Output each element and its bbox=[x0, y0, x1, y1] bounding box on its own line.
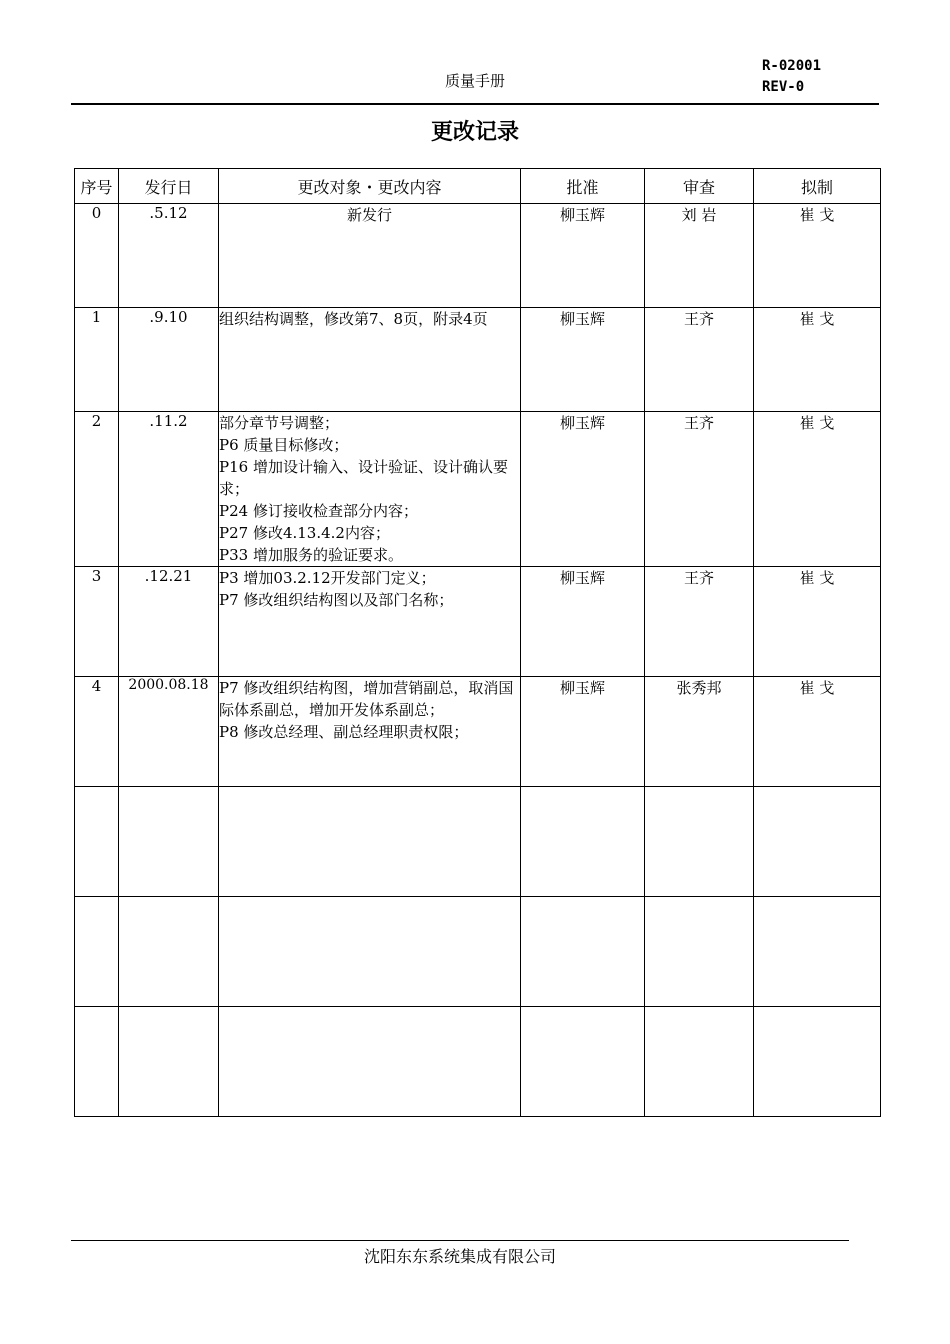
empty-cell bbox=[219, 897, 521, 1007]
table-row bbox=[75, 567, 881, 677]
change-content bbox=[219, 308, 521, 412]
approved-by: 柳玉辉 bbox=[521, 204, 645, 308]
drafted-by: 崔 戈 bbox=[754, 412, 881, 567]
change-content-line: P27 修改4.13.4.2内容； bbox=[219, 524, 390, 542]
issue-date: .9.10 bbox=[119, 308, 219, 412]
issue-date: .11.2 bbox=[119, 412, 219, 567]
empty-table-row bbox=[75, 787, 881, 897]
change-content-line: P16 增加设计输入、设计验证、设计确认要求； bbox=[219, 458, 508, 498]
empty-cell bbox=[645, 787, 754, 897]
issue-date: 2000.08.18 bbox=[119, 677, 219, 787]
empty-table-row bbox=[75, 1007, 881, 1117]
empty-cell bbox=[645, 1007, 754, 1117]
issue-date: .12.21 bbox=[119, 567, 219, 677]
table-row bbox=[75, 412, 881, 567]
change-content-line: P7 修改组织结构图，增加营销副总，取消国际体系副总，增加开发体系副总； bbox=[219, 679, 514, 719]
change-content-line: P7 修改组织结构图以及部门名称； bbox=[219, 591, 454, 609]
drafted-by: 崔 戈 bbox=[754, 677, 881, 787]
table-header-row bbox=[75, 169, 881, 204]
empty-cell bbox=[119, 1007, 219, 1117]
column-header-no: 序号 bbox=[75, 169, 119, 204]
empty-cell bbox=[754, 897, 881, 1007]
company-name: 沈阳东东系统集成有限公司 bbox=[363, 1247, 556, 1266]
change-content-line: P6 质量目标修改； bbox=[219, 436, 349, 454]
change-content-line: P33 增加服务的验证要求。 bbox=[219, 546, 403, 564]
empty-cell bbox=[75, 787, 119, 897]
approved-by: 柳玉辉 bbox=[521, 567, 645, 677]
change-content bbox=[219, 677, 521, 787]
empty-table-row bbox=[75, 897, 881, 1007]
change-record-table bbox=[74, 168, 881, 1117]
empty-cell bbox=[754, 1007, 881, 1117]
reviewed-by: 王齐 bbox=[645, 412, 754, 567]
column-header-reviewed: 审查 bbox=[645, 169, 754, 204]
empty-cell bbox=[119, 897, 219, 1007]
table-row bbox=[75, 308, 881, 412]
change-content-line: P3 增加03.2.12开发部门定义； bbox=[219, 569, 436, 587]
row-number: 0 bbox=[75, 204, 119, 308]
empty-cell bbox=[75, 897, 119, 1007]
issue-date: .5.12 bbox=[119, 204, 219, 308]
reviewed-by: 王齐 bbox=[645, 567, 754, 677]
header-divider bbox=[71, 103, 879, 105]
drafted-by: 崔 戈 bbox=[754, 567, 881, 677]
change-content bbox=[219, 412, 521, 567]
manual-title: 质量手册 bbox=[444, 72, 505, 90]
document-number: R-02001 bbox=[762, 58, 822, 74]
empty-cell bbox=[521, 787, 645, 897]
change-content bbox=[219, 204, 521, 308]
approved-by: 柳玉辉 bbox=[521, 677, 645, 787]
row-number: 2 bbox=[75, 412, 119, 567]
empty-cell bbox=[645, 897, 754, 1007]
footer-divider bbox=[71, 1240, 849, 1241]
revision-label: REV-0 bbox=[762, 79, 805, 95]
table-row bbox=[75, 204, 881, 308]
column-header-drafted: 拟制 bbox=[754, 169, 881, 204]
row-number: 1 bbox=[75, 308, 119, 412]
row-number: 4 bbox=[75, 677, 119, 787]
change-content-line: P24 修订接收检查部分内容； bbox=[219, 502, 418, 520]
column-header-approved: 批准 bbox=[521, 169, 645, 204]
approved-by: 柳玉辉 bbox=[521, 412, 645, 567]
empty-cell bbox=[119, 787, 219, 897]
change-content-line: 部分章节号调整； bbox=[219, 414, 340, 432]
drafted-by: 崔 戈 bbox=[754, 308, 881, 412]
column-header-content: 更改对象・更改内容 bbox=[219, 169, 521, 204]
row-number: 3 bbox=[75, 567, 119, 677]
page-title: 更改记录 bbox=[430, 120, 519, 145]
column-header-date: 发行日 bbox=[119, 169, 219, 204]
change-content-line: 新发行 bbox=[346, 206, 392, 224]
empty-cell bbox=[219, 1007, 521, 1117]
empty-cell bbox=[219, 787, 521, 897]
reviewed-by: 王齐 bbox=[645, 308, 754, 412]
empty-cell bbox=[521, 1007, 645, 1117]
reviewed-by: 张秀邦 bbox=[645, 677, 754, 787]
empty-cell bbox=[521, 897, 645, 1007]
change-content-line: P8 修改总经理、副总经理职责权限； bbox=[219, 723, 469, 741]
change-content-line: 组织结构调整，修改第7、8页，附录4页 bbox=[219, 310, 488, 328]
change-content bbox=[219, 567, 521, 677]
reviewed-by: 刘 岩 bbox=[645, 204, 754, 308]
empty-cell bbox=[754, 787, 881, 897]
approved-by: 柳玉辉 bbox=[521, 308, 645, 412]
document-code bbox=[762, 56, 821, 98]
empty-cell bbox=[75, 1007, 119, 1117]
table-row bbox=[75, 677, 881, 787]
drafted-by: 崔 戈 bbox=[754, 204, 881, 308]
